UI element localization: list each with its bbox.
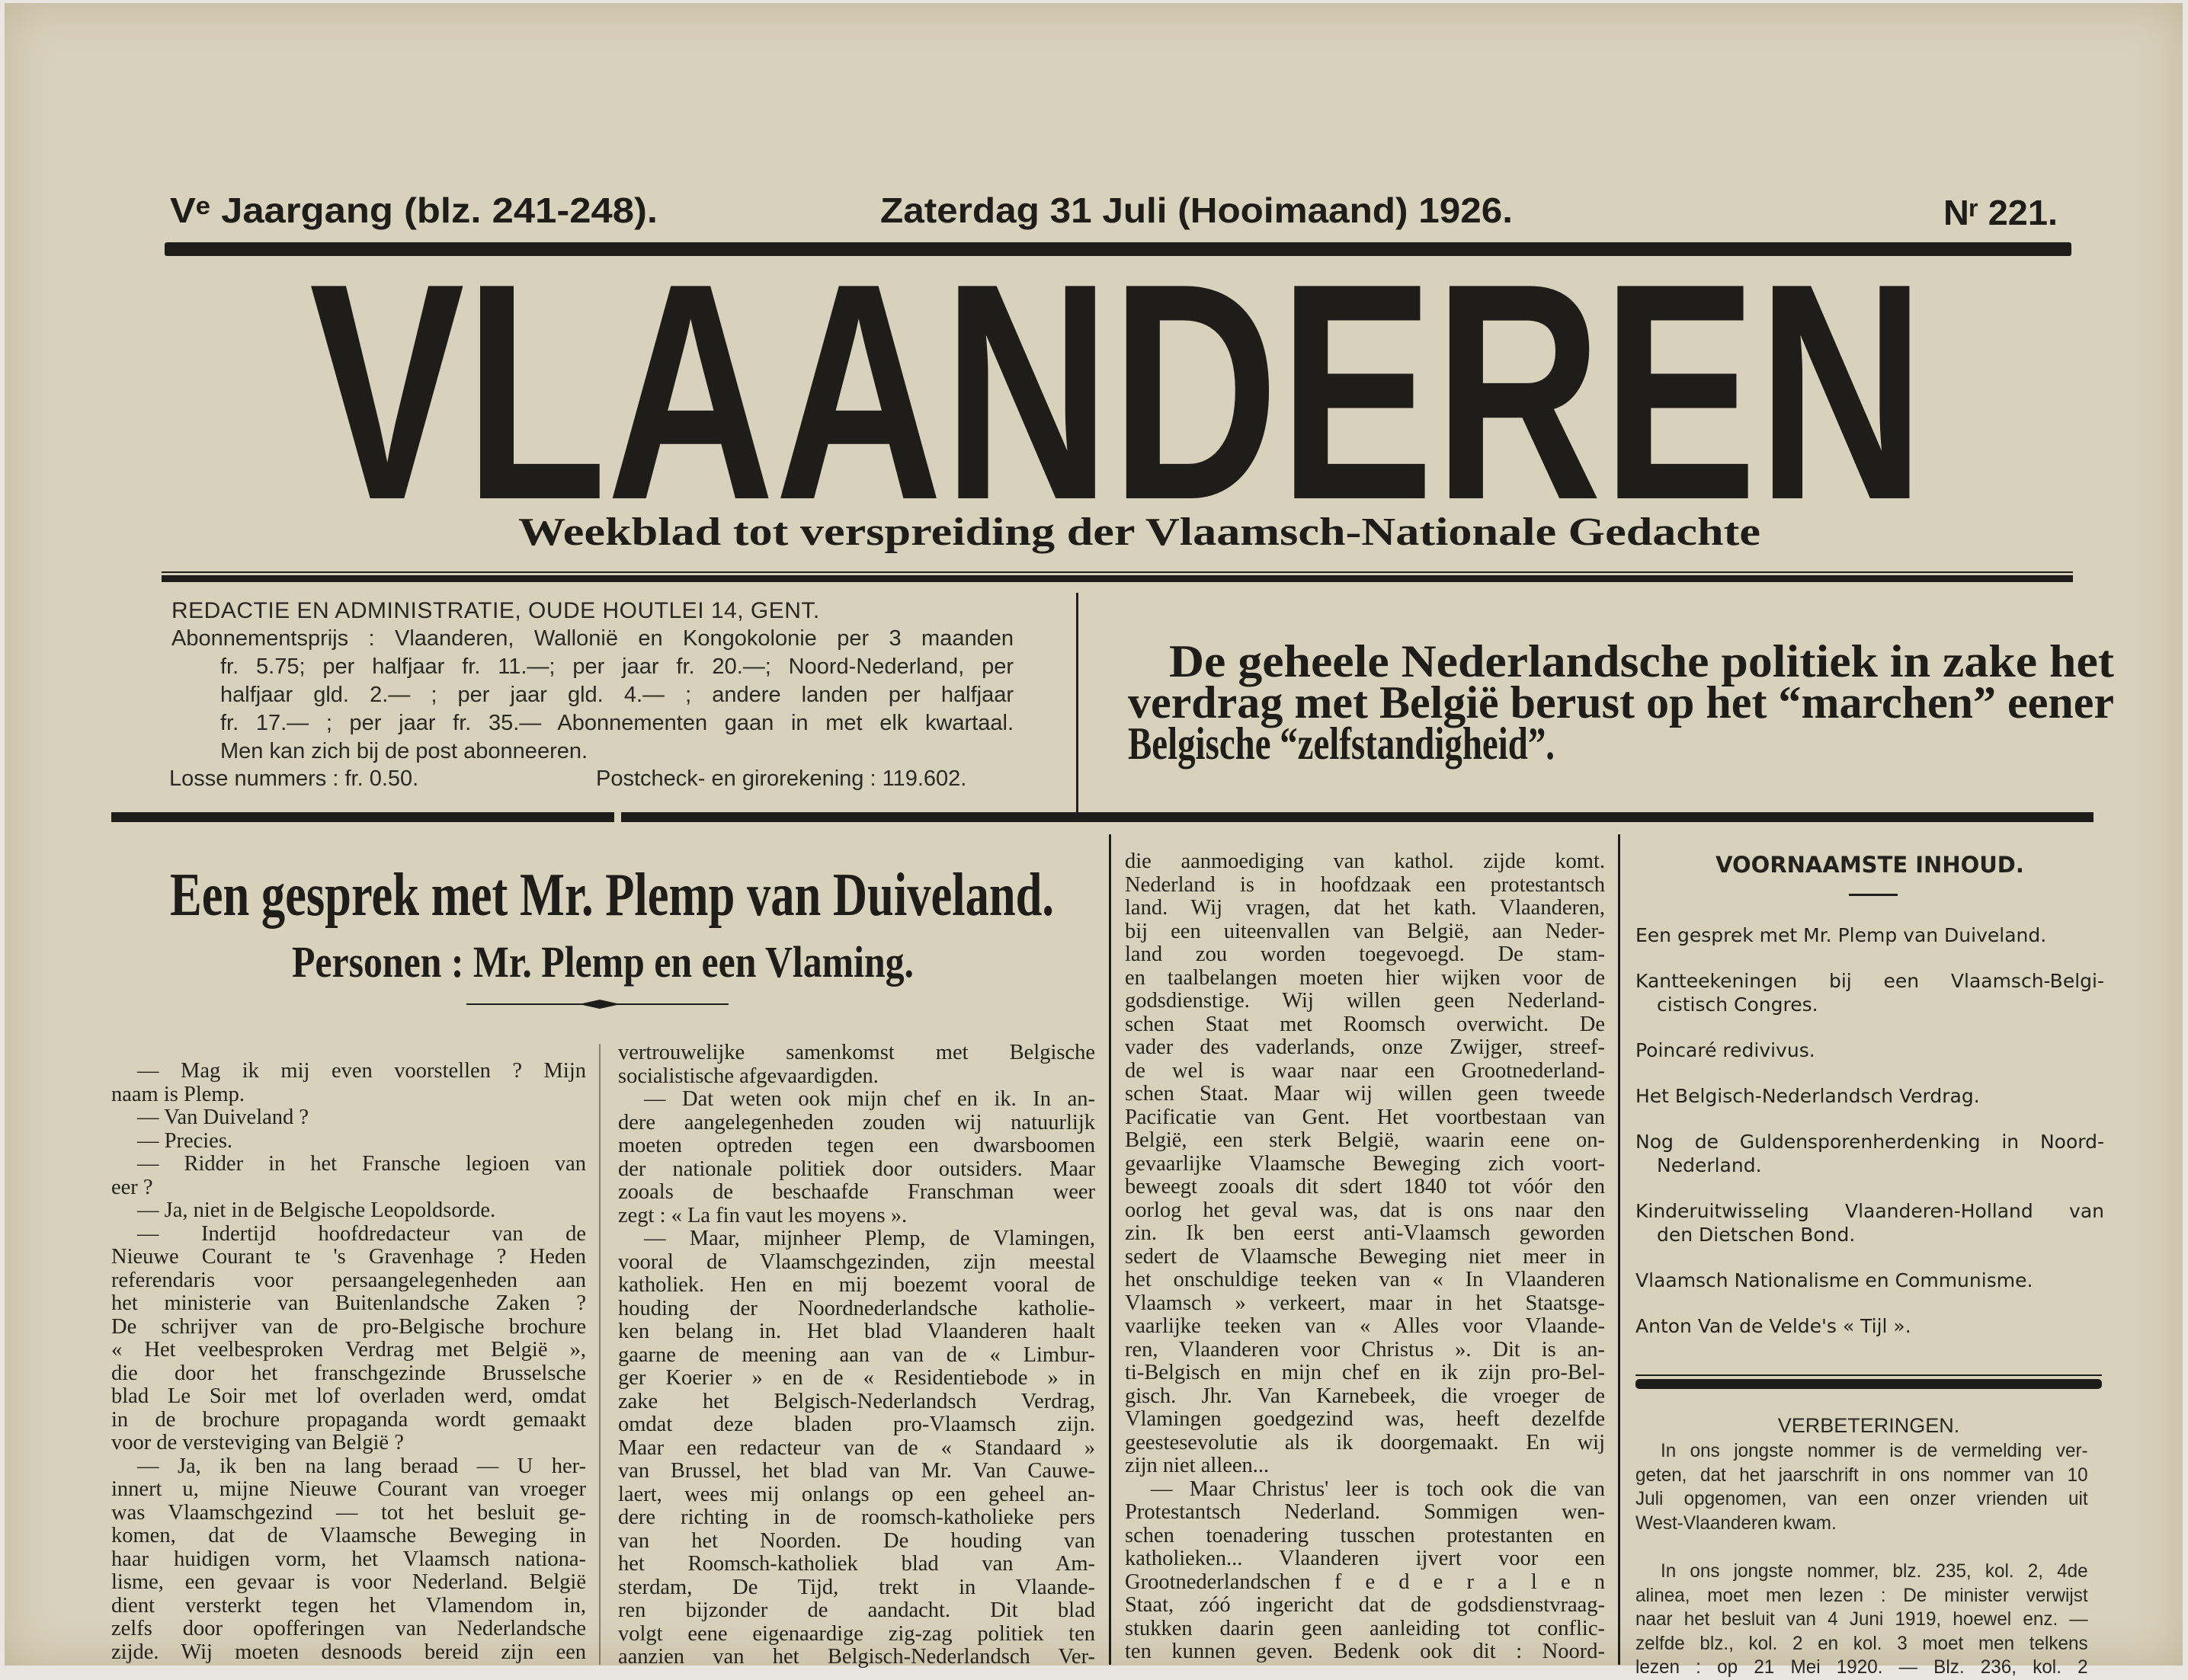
text-line: aanzien van het Belgisch-Nederlandsch Ver- bbox=[618, 1645, 1095, 1669]
text-line: — Ja, niet in de Belgische Leopoldsorde. bbox=[137, 1198, 496, 1222]
correction-paragraph bbox=[1635, 1560, 2102, 1680]
text-line: In ons jongste nommer is de vermelding ver- bbox=[1660, 1440, 2088, 1461]
info-line: fr. 17.— ; per jaar fr. 35.— Abonnementen gaan in met elk kwartaal. bbox=[220, 711, 1014, 735]
text-line: godsdienstige. Wij willen geen Nederland- bbox=[1125, 989, 1605, 1013]
text-line: — Ja, ik ben na lang beraad — U her- bbox=[137, 1454, 586, 1478]
article-subtitle: Personen : Mr. Plemp en een Vlaming. bbox=[292, 937, 914, 987]
masthead-title: VLAANDEREN bbox=[309, 267, 1925, 510]
text-line: vader des vaderlands, onze Zwijger, streef- bbox=[1125, 1035, 1605, 1059]
text-line: lezen : op 21 Mei 1920. — Blz. 236, kol. 2 bbox=[1635, 1656, 2088, 1678]
column-divider bbox=[599, 1044, 601, 1665]
dateline-volume: Vᵉ Jaargang (blz. 241-248). bbox=[170, 190, 658, 230]
text-line: sterdam, De Tijd, trekt in Vlaande- bbox=[618, 1575, 1095, 1599]
toc-item-line: den Dietschen Bond. bbox=[1657, 1224, 1856, 1246]
article-paragraph bbox=[618, 1042, 1095, 1088]
text-line: — Maar Christus' leer is toch ook die van bbox=[1151, 1477, 1605, 1501]
table-of-contents bbox=[1635, 923, 2104, 1360]
toc-item-line: cistisch Congres. bbox=[1657, 994, 1818, 1016]
subtitle-rule bbox=[162, 575, 2073, 582]
article-column-3 bbox=[1125, 850, 1605, 1664]
text-line: In ons jongste nommer, blz. 235, kol. 2, 4de bbox=[1660, 1560, 2088, 1582]
toc-item-line: Nederland. bbox=[1657, 1154, 1762, 1176]
toc-item-line: Een gesprek met Mr. Plemp van Duiveland. bbox=[1635, 924, 2047, 946]
masthead-subtitle-wrap bbox=[511, 507, 1776, 560]
text-line: blad Le Soir met lof overladen werd, omdat bbox=[111, 1384, 586, 1408]
text-line: die door het franschgezinde Brusselsche bbox=[111, 1361, 586, 1385]
headline-line: Belgische “zelfstandigheid”. bbox=[1128, 718, 1555, 769]
text-line: laert, wees mij onlangs op een geheel an- bbox=[618, 1482, 1095, 1506]
text-line: voor de versteviging van België ? bbox=[111, 1431, 404, 1454]
text-line: zelfde blz., kol. 2 en kol. 3 moet men telkens bbox=[1635, 1632, 2088, 1654]
text-line: haar huidigen vorm, het Vlaamsch nationa- bbox=[111, 1547, 586, 1571]
text-line: schen Staat. Maar wij willen geen tweede bbox=[1125, 1082, 1605, 1106]
text-line: socialistische afgevaardigden. bbox=[618, 1064, 879, 1088]
text-line: Vlaamsch » verkeert, maar in het Staatsge- bbox=[1125, 1291, 1605, 1315]
text-line: land zou worden toegevoegd. De stam- bbox=[1125, 942, 1605, 966]
text-line: België, een sterk België, waarin eene on- bbox=[1125, 1128, 1605, 1152]
text-line: — Indertijd hoofdredacteur van de bbox=[137, 1221, 586, 1246]
text-line: Nederland is in hoofdzaak een protestantsch bbox=[1125, 872, 1605, 897]
toc-thin-rule bbox=[1635, 1374, 2102, 1376]
text-line: — Maar, mijnheer Plemp, de Vlamingen, bbox=[644, 1227, 1095, 1250]
text-line: lisme, een gevaar is voor Nederland. België bbox=[111, 1570, 586, 1594]
corrections bbox=[1635, 1439, 2102, 1680]
text-line: in de brochure propaganda wordt gemaakt bbox=[111, 1407, 586, 1432]
toc-item[interactable] bbox=[1635, 1314, 2104, 1338]
text-line: — Ridder in het Fransche legioen van bbox=[137, 1152, 586, 1176]
text-line: Maar een redacteur van de « Standaard » bbox=[618, 1435, 1095, 1460]
text-line: West-Vlaanderen kwam. bbox=[1635, 1512, 1837, 1534]
text-line: alinea, moet men lezen : De minister verwijst bbox=[1635, 1584, 2088, 1606]
text-line: — Dat weten ook mijn chef en ik. In an- bbox=[644, 1087, 1095, 1111]
text-line: omdat deze bladen pro-Vlaamsch zijn. bbox=[618, 1413, 1095, 1436]
article-paragraph bbox=[111, 1153, 586, 1199]
toc-item[interactable] bbox=[1635, 1269, 2104, 1292]
article-paragraph bbox=[111, 1130, 586, 1154]
text-line: geten, dat het jaarschrift in ons nommer van 10 bbox=[1635, 1464, 2088, 1486]
text-line: zegt : « La fin vaut les moyens ». bbox=[618, 1203, 908, 1227]
text-line: stukken daarin geen aanleiding tot conflic- bbox=[1125, 1616, 1605, 1640]
toc-item[interactable] bbox=[1635, 923, 2104, 947]
text-line: en taalbelangen moeten hier wijken voor de bbox=[1125, 965, 1605, 990]
text-line: gisch. Jhr. Van Karnebeek, die vroeger de bbox=[1125, 1384, 1605, 1408]
article-paragraph bbox=[111, 1060, 586, 1106]
text-line: De schrijver van de pro-Belgische brochure bbox=[111, 1314, 586, 1339]
text-line: schen toenadering tusschen protestanten en bbox=[1125, 1523, 1605, 1547]
text-line: — Van Duiveland ? bbox=[137, 1106, 309, 1129]
text-line: innert u, mijne Nieuwe Courant van vroeger bbox=[111, 1477, 586, 1501]
masthead bbox=[305, 267, 1936, 510]
issue-number: Nʳ 221. bbox=[1943, 193, 2058, 232]
text-line: ren bijzonder de aandacht. Dit blad bbox=[618, 1598, 1095, 1622]
headline-line: verdrag met België berust op het “marchen” eener bbox=[1128, 677, 2114, 728]
correction-paragraph bbox=[1635, 1439, 2102, 1535]
info-line: fr. 5.75; per halfjaar fr. 11.—; per jaar fr. 20.—; Noord-Nederland, per bbox=[220, 654, 1014, 679]
toc-item-line: Vlaamsch Nationalisme en Communisme. bbox=[1635, 1269, 2033, 1291]
article-header bbox=[164, 857, 1063, 1010]
text-line: van Brussel, het blad van Mr. Van Cauwe- bbox=[618, 1459, 1095, 1483]
text-line: land. Wij vragen, dat het kath. Vlaanderen, bbox=[1125, 896, 1605, 920]
headline-line: De geheele Nederlandsche politiek in zake het bbox=[1169, 636, 2115, 686]
text-line: volgt eene eigenaardige zig-zag politiek ten bbox=[618, 1621, 1095, 1646]
text-line: ger Koerier » en de « Residentiebode » in bbox=[618, 1366, 1095, 1390]
text-line: vertrouwelijke samenkomst met Belgische bbox=[618, 1041, 1095, 1064]
text-line: der nationale politiek door outsiders. Maar bbox=[618, 1157, 1095, 1181]
text-line: Vlamingen goedgezind was, heeft dezelfde bbox=[1125, 1407, 1605, 1431]
text-line: zijde. Wij moeten desnoods bereid zijn een bbox=[111, 1640, 586, 1664]
text-line: sedert de Vlaamsche Beweging niet meer in bbox=[1125, 1244, 1605, 1269]
postal-account: Postcheck- en girorekening : 119.602. bbox=[596, 766, 967, 791]
article-paragraph bbox=[618, 1227, 1095, 1669]
text-line: zake het Belgisch-Nederlandsch Verdrag, bbox=[618, 1389, 1095, 1413]
text-line: schen Staat met Roomsch overwicht. De bbox=[1125, 1012, 1605, 1036]
column-divider bbox=[1618, 834, 1620, 1665]
toc-item-line: Poincaré redivivus. bbox=[1635, 1039, 1815, 1061]
editorial-address: REDACTIE EN ADMINISTRATIE, OUDE HOUTLEI 14, GENT. bbox=[171, 598, 820, 623]
text-line: gevaarlijke Vlaamsche Beweging zich voort- bbox=[1125, 1151, 1605, 1176]
text-line: naam is Plemp. bbox=[111, 1082, 245, 1106]
info-line: Abonnementsprijs : Vlaanderen, Wallonië en Kongokolonie per 3 maanden bbox=[171, 626, 1014, 651]
text-line: houding der Noordnederlandsche katholie- bbox=[618, 1296, 1095, 1320]
text-line: het onschuldige teeken van « In Vlaanderen bbox=[1125, 1268, 1605, 1291]
toc-item[interactable] bbox=[1635, 1038, 2104, 1062]
text-line: die aanmoediging van kathol. zijde komt. bbox=[1125, 850, 1605, 873]
text-line: was Vlaamschgezind — tot het besluit ge- bbox=[111, 1500, 586, 1525]
text-line: zin. Ik ben eerst anti-Vlaamsch geworden bbox=[1125, 1221, 1605, 1245]
text-line: komen, dat de Vlaamsche Beweging in bbox=[111, 1524, 586, 1547]
article-paragraph bbox=[111, 1199, 586, 1223]
toc-item-line: Kinderuitwisseling Vlaanderen-Holland van bbox=[1635, 1200, 2104, 1222]
text-line: Pacificatie van Gent. Het voortbestaan van bbox=[1125, 1105, 1605, 1129]
text-line: geestesevolutie als ik doorgemaakt. En wij bbox=[1125, 1430, 1605, 1454]
front-headline bbox=[1120, 632, 2126, 770]
toc-bottom-rule bbox=[1635, 1379, 2102, 1389]
info-divider bbox=[1076, 593, 1078, 812]
text-line: de wel is waar naar een Grootnederland- bbox=[1125, 1058, 1605, 1083]
text-line: van het Noorden. De houding van bbox=[618, 1528, 1095, 1553]
text-line: moeten optreden tegen een dwarsboomen bbox=[618, 1134, 1095, 1157]
text-line: — Mag ik mij even voorstellen ? Mijn bbox=[137, 1059, 586, 1083]
article-paragraph bbox=[111, 1455, 586, 1665]
text-line: vaarlijke teeken van « Alles voor Vlaande- bbox=[1125, 1314, 1605, 1338]
toc-item[interactable] bbox=[1635, 969, 2104, 1016]
text-line: beweegt zooals dit sdert 1840 tot vóór den bbox=[1125, 1175, 1605, 1198]
text-line: Protestantsch Nederland. Sommigen wen- bbox=[1125, 1500, 1605, 1524]
text-line: « Het veelbesproken Verdrag met België », bbox=[111, 1338, 586, 1362]
toc-item-line: Anton Van de Velde's « Tijl ». bbox=[1635, 1315, 1911, 1337]
ornament-rule bbox=[465, 997, 732, 1012]
text-line: dere aangelegenheden zouden wij natuurlijk bbox=[618, 1110, 1095, 1134]
dateline-date: Zaterdag 31 Juli (Hooimaand) 1926. bbox=[880, 190, 1513, 230]
toc-item-line: Het Belgisch-Nederlandsch Verdrag. bbox=[1635, 1085, 1980, 1107]
toc-item-line: Nog de Guldensporenherdenking in Noord- bbox=[1635, 1131, 2104, 1153]
info-line: halfjaar gld. 2.— ; per jaar gld. 4.— ; andere landen per halfjaar bbox=[220, 683, 1014, 707]
column-divider bbox=[1109, 834, 1111, 1665]
text-line: dient versterkt tegen het Vlamendom in, bbox=[111, 1593, 586, 1618]
toc-title-rule bbox=[1849, 894, 1898, 896]
dateline bbox=[164, 183, 2084, 236]
text-line: het Roomsch-katholiek blad van Am- bbox=[618, 1552, 1095, 1576]
text-line: zelfs door opofferingen van Nederlandsche bbox=[111, 1617, 586, 1640]
text-line: ten kunnen geven. Bedenk ook dit : Noord- bbox=[1125, 1640, 1605, 1663]
text-line: oorlog het geval was, dat is ons naar den bbox=[1125, 1198, 1605, 1222]
toc-item[interactable] bbox=[1635, 1199, 2104, 1246]
text-line: naar het besluit van 4 Juni 1919, hoewel enz. — bbox=[1635, 1608, 2088, 1630]
text-line: ren, Vlaanderen voor Christus ». Dit is an- bbox=[1125, 1337, 1605, 1362]
article-paragraph bbox=[1125, 1478, 1605, 1664]
text-line: vooral de Vlaamschgezinden, zijn meestal bbox=[618, 1250, 1095, 1274]
text-line: Staat, zóó ingericht dat de godsdienstvraag- bbox=[1125, 1593, 1605, 1617]
masthead-top-rule bbox=[165, 242, 2071, 256]
article-column-2 bbox=[618, 1042, 1095, 1669]
text-line: Grootnederlandschen f e d e r a l e n bbox=[1125, 1570, 1605, 1594]
text-line: referendaris voor persaangelegenheden aan bbox=[111, 1268, 586, 1292]
single-copy-price: Losse nummers : fr. 0.50. bbox=[169, 766, 419, 791]
text-line: eer ? bbox=[111, 1175, 153, 1199]
text-line: bij een uiteenvallen van België, aan Neder- bbox=[1125, 919, 1605, 943]
article-title: Een gesprek met Mr. Plemp van Duiveland. bbox=[170, 862, 1054, 929]
toc-item[interactable] bbox=[1635, 1130, 2104, 1177]
article-paragraph bbox=[618, 1088, 1095, 1227]
text-line: katholiek. Hen en mij boezemt vooral de bbox=[618, 1273, 1095, 1297]
toc-title: VOORNAAMSTE INHOUD. bbox=[1715, 852, 2024, 878]
text-line: — Precies. bbox=[137, 1128, 233, 1153]
section-rule-left bbox=[111, 812, 614, 822]
corrections-title: VERBETERINGEN. bbox=[1777, 1414, 1960, 1437]
text-line: zijn niet alleen... bbox=[1125, 1454, 1270, 1477]
article-paragraph bbox=[111, 1223, 586, 1455]
text-line: ti-Belgisch en mijn chef en ik zijn pro-Bel- bbox=[1125, 1361, 1605, 1384]
text-line: katholieken... Vlaanderen ijvert voor een bbox=[1125, 1547, 1605, 1570]
toc-item-line: Kantteekeningen bij een Vlaamsch-Belgi- bbox=[1635, 970, 2104, 992]
article-column-1 bbox=[111, 1060, 586, 1664]
info-line: Men kan zich bij de post abonneeren. bbox=[220, 739, 588, 763]
text-line: Juli opgenomen, van een onzer vrienden uit bbox=[1635, 1488, 2088, 1509]
text-line: ken belang in. Het blad Vlaanderen haalt bbox=[618, 1320, 1095, 1343]
subtitle-thin-rule bbox=[162, 571, 2073, 573]
section-rule-right bbox=[621, 812, 2093, 822]
masthead-subtitle: Weekblad tot verspreiding der Vlaamsch-Nationale Gedachte bbox=[518, 510, 1760, 554]
text-line: het ministerie van Buitenlandsche Zaken ? bbox=[111, 1291, 586, 1315]
text-line: Nieuwe Courant te 's Gravenhage ? Heden bbox=[111, 1245, 586, 1269]
toc-item[interactable] bbox=[1635, 1084, 2104, 1108]
text-line: gaarne de meening aan van de « Limbur- bbox=[618, 1342, 1095, 1367]
text-line: zooals de beschaafde Franschman weer bbox=[618, 1180, 1095, 1204]
article-paragraph bbox=[111, 1106, 586, 1130]
article-paragraph bbox=[1125, 850, 1605, 1478]
text-line: dere richting in de roomsch-katholieke pers bbox=[618, 1506, 1095, 1529]
